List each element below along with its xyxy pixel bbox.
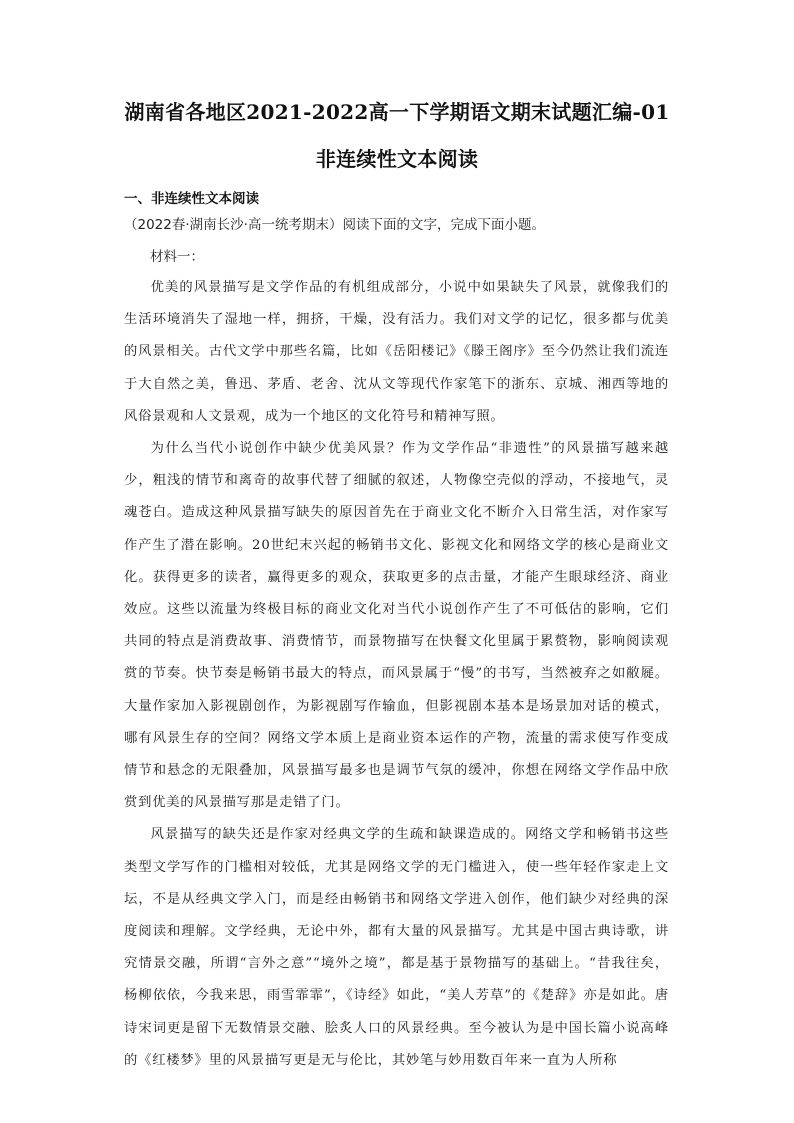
paragraph-2: 为什么当代小说创作中缺少优美风景？作为文学作品“非遗性”的风景描写越来越少，粗浅的情节和离奇的故事代替了细腻的叙述，人物像空壳似的浮动，不接地气，灵魂苍白。造成这种风景描写缺失的原因首先在于商业文化不断介入日常生活，对作家写作产生了潜在影响。20世纪末兴起的畅销书文化、影视文化和网络文学的核心是商业文化。获得更多的读者，赢得更多的观众，获取更多的点击量，才能产生眼球经济、商业效应。这些以流量为终极目标的商业文化对当代小说创作产生了不可低估的影响，它们共同的特点是消费故事、消费情节，而景物描写在快餐文化里属于累赘物，影响阅读观赏的节奏。快节奏是畅销书最大的特点，而风景属于“慢”的书写，当然被弃之如敝屣。大量作家加入影视剧创作，为影视剧写作输血，但影视剧本基本是场景加对话的模式，哪有风景生存的空间？网络文学本质上是商业资本运作的产物，流量的需求使写作变成情节和悬念的无限叠加，风景描写最多也是调节气氛的缓冲，你想在网络文学作品中欣赏到优美的风景描写那是走错了门。 [124,441,669,811]
document-title: 湖南省各地区2021-2022高一下学期语文期末试题汇编-01 [124,100,670,124]
article-body [124,272,669,1077]
document-subtitle: 非连续性文本阅读 [315,147,479,171]
paragraph-1: 优美的风景描写是文学作品的有机组成部分，小说中如果缺失了风景，就像我们的生活环境消失了湿地一样，拥挤，干燥，没有活力。我们对文学的记忆，很多都与优美的风景相关。古代文学中那些名篇，比如《岳阳楼记》《滕王阁序》至今仍然让我们流连于大自然之美，鲁迅、茅盾、老舍、沈从文等现代作家笔下的浙东、京城、湘西等地的风俗景观和人文景观，成为一个地区的文化符号和精神写照。 [124,280,669,424]
section-heading: 一、非连续性文本阅读 [124,191,259,207]
paragraph-3: 风景描写的缺失还是作家对经典文学的生疏和缺课造成的。网络文学和畅销书这些类型文学写作的门槛相对较低，尤其是网络文学的无门槛进入，使一些年轻作家走上文坛，不是从经典文学入门，而是经由畅销书和网络文学进入创作，他们缺少对经典的深度阅读和理解。文学经典，无论中外，都有大量的风景描写。尤其是中国古典诗歌，讲究情景交融，所谓“言外之意”“境外之境”，都是基于景物描写的基础上。“昔我往矣，杨柳依依，今我来思，雨雪霏霏”，《诗经》如此，“美人芳草”的《楚辞》亦是如此。唐诗宋词更是留下无数情景交融、脍炙人口的风景经典。至今被认为是中国长篇小说高峰的《红楼梦》里的风景描写更是无与伦比，其妙笔与妙用数百年来一直为人所称 [124,827,669,1068]
question-intro: （2022春·湖南长沙·高一统考期末）阅读下面的文字，完成下面小题。 [124,217,545,233]
material-label: 材料一： [150,249,204,265]
